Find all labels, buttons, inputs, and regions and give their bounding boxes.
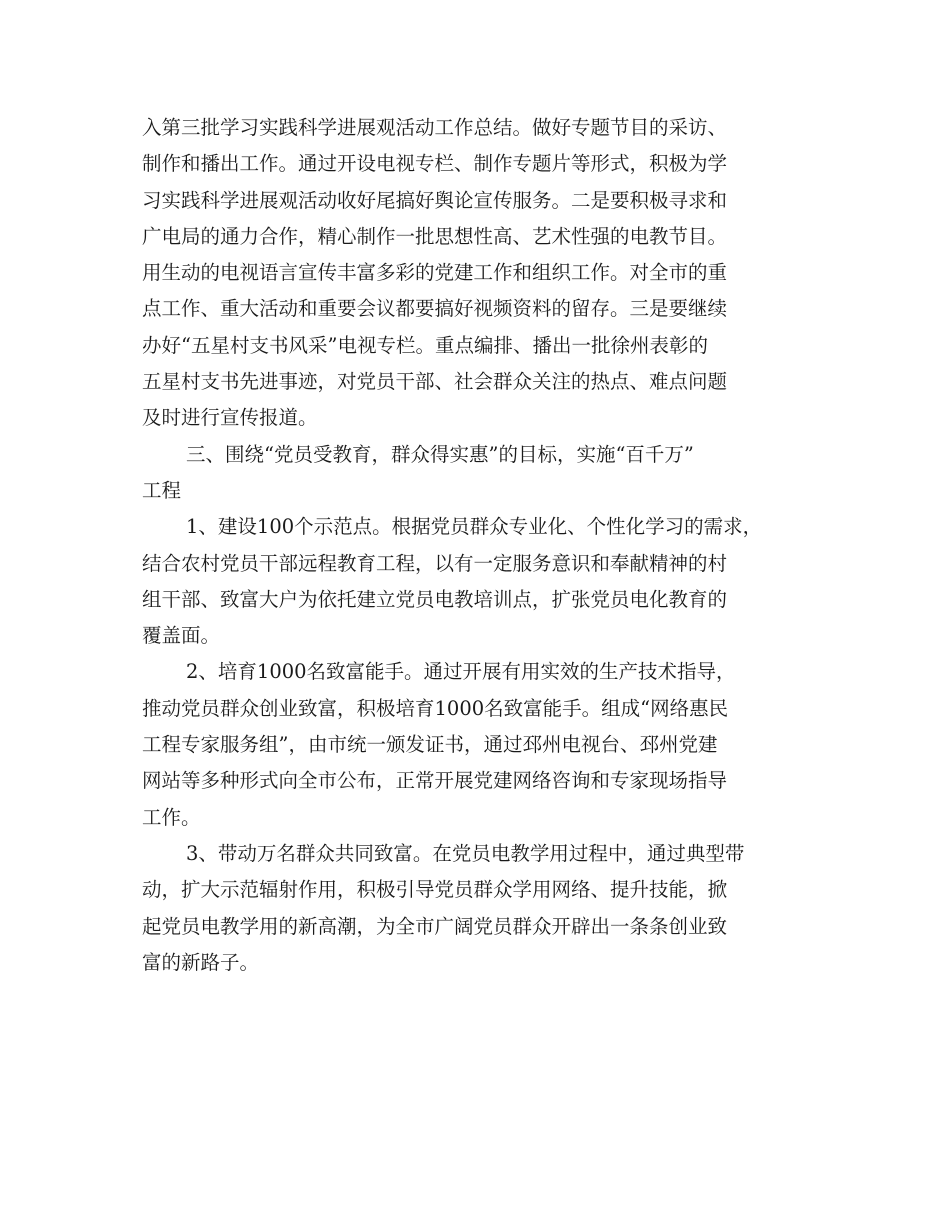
paragraph: [142, 654, 822, 835]
text-line: 入第三批学习实践科学进展观活动工作总结。做好专题节目的采访、: [142, 116, 728, 139]
text-line: 三、围绕“党员受教育，群众得实惠”的目标，实施“百千万”: [186, 442, 694, 466]
text-line: 广电局的通力合作，精心制作一批思想性高、艺术性强的电教节目。: [142, 224, 728, 248]
text-line: 工作。: [142, 805, 201, 829]
text-line: 制作和播出工作。通过开设电视专栏、制作专题片等形式，积极为学: [142, 152, 728, 176]
text-line: 习实践科学进展观活动收好尾搞好舆论宣传服务。二是要积极寻求和: [142, 188, 728, 212]
text-line: 用生动的电视语言宣传丰富多彩的党建工作和组织工作。对全市的重: [142, 261, 728, 285]
text-line: 结合农村党员干部远程教育工程，以有一定服务意识和奉献精神的村: [142, 551, 728, 575]
text-line: 点工作、重大活动和重要会议都要搞好视频资料的留存。三是要继续: [142, 297, 728, 321]
text-line: 3、带动万名群众共同致富。在党员电教学用过程中，通过典型带: [186, 841, 745, 865]
document-body: [142, 110, 822, 981]
text-line: 推动党员群众创业致富，积极培育1000名致富能手。组成“网络惠民: [142, 696, 729, 720]
paragraph: [142, 437, 822, 510]
text-line: 及时进行宣传报道。: [142, 406, 318, 430]
text-line: 工程: [142, 478, 182, 502]
text-line: 组干部、致富大户为依托建立党员电教培训点，扩张党员电化教育的: [142, 587, 728, 611]
text-line: 1、建设100个示范点。根据党员群众专业化、个性化学习的需求，: [186, 515, 763, 539]
text-line: 覆盖面。: [142, 624, 221, 648]
text-line: 网站等多种形式向全市公布，正常开展党建网络咨询和专家现场指导: [142, 769, 728, 793]
text-line: 起党员电教学用的新高潮，为全市广阔党员群众开辟出一条条创业致: [142, 914, 728, 938]
paragraph: [142, 509, 822, 654]
text-line: 2、培育1000名致富能手。通过开展有用实效的生产技术指导，: [186, 660, 736, 684]
text-line: 五星村支书先进事迹，对党员干部、社会群众关注的热点、难点问题: [142, 370, 728, 394]
paragraph: [142, 110, 822, 437]
text-line: 富的新路子。: [142, 950, 260, 974]
text-line: 动，扩大示范辐射作用，积极引导党员群众学用网络、提升技能，掀: [142, 878, 728, 902]
text-line: 工程专家服务组”，由市统一颁发证书，通过邳州电视台、邳州党建: [142, 733, 718, 757]
paragraph: [142, 836, 822, 981]
text-line: 办好“五星村支书风采”电视专栏。重点编排、播出一批徐州表彰的: [142, 333, 708, 357]
